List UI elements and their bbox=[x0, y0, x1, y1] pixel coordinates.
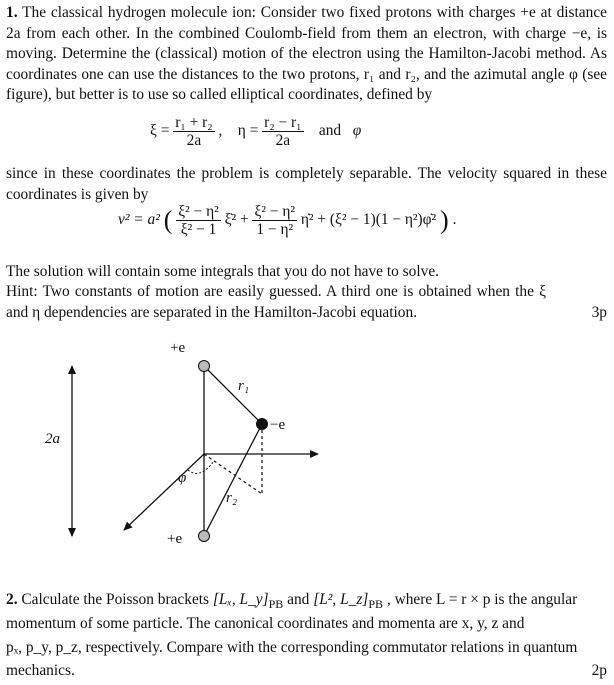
problem2-line3: pₓ, p_y, p_z, respectively. Compare with the corresponding commutator relations in quantum bbox=[6, 639, 578, 656]
eq2-f2-numerator: ξ² − η² bbox=[254, 203, 295, 220]
eq1-eta-denominator: 2a bbox=[275, 132, 291, 149]
label-electron: −e bbox=[270, 417, 286, 433]
top-proton bbox=[199, 361, 210, 372]
eq2-lhs: v² = a² bbox=[118, 211, 160, 229]
eq2-fraction-2 bbox=[252, 203, 297, 238]
label-r2: r₂ bbox=[226, 490, 238, 506]
problem2-points: 2p bbox=[591, 662, 607, 679]
eq1-and: and bbox=[318, 122, 342, 140]
eq2-f1-denominator: ξ² − 1 bbox=[180, 221, 217, 238]
eq2-period: . bbox=[452, 211, 457, 229]
equation-velocity-squared bbox=[118, 203, 456, 238]
hydrogen-ion-figure bbox=[0, 330, 614, 590]
projection-radial-dashed bbox=[204, 454, 262, 494]
eq2-f1-numerator: ξ² − η² bbox=[178, 203, 219, 220]
r2-line bbox=[204, 424, 262, 536]
problem2-line2: momentum of some particle. The canonical coordinates and momenta are x, y, z and bbox=[6, 615, 525, 632]
problem2-line1 bbox=[6, 588, 607, 616]
eq1-xi-numerator: r₁ + r₂ bbox=[175, 114, 213, 131]
eq1-xi-denominator: 2a bbox=[186, 132, 202, 149]
eq2-f2-denominator: 1 − η² bbox=[256, 221, 294, 238]
eq1-eta-fraction bbox=[262, 114, 303, 149]
eq2-close-paren: ) bbox=[440, 205, 449, 235]
eq1-eta-lhs: η = bbox=[237, 122, 259, 140]
problem1-hint: Hint: Two constants of motion are easily guessed. A third one is obtained when the ξ and η dependencies are separated in the Hamilton-Jacobi equation. bbox=[6, 283, 546, 321]
problem1-para2: since in these coordinates the problem is completely separable. The velocity squared in these coordinates is given by bbox=[6, 165, 607, 203]
eq1-xi-fraction bbox=[173, 114, 214, 149]
eq2-term2: η̇² + (ξ² − 1)(1 − η²)φ̇² bbox=[300, 211, 437, 229]
problem1-number: 1. bbox=[6, 4, 18, 21]
label-bottom-charge: +e bbox=[167, 531, 183, 547]
label-distance: 2a bbox=[45, 431, 60, 447]
problem2-and: and bbox=[287, 591, 310, 608]
bottom-proton bbox=[199, 531, 210, 542]
problem2-line4: mechanics. bbox=[6, 662, 75, 679]
eq2-term1: ξ̇² + bbox=[224, 211, 249, 229]
problem1-intro bbox=[6, 3, 607, 106]
eq1-eta-numerator: r₂ − r₁ bbox=[264, 114, 302, 131]
problem1-points: 3p bbox=[591, 304, 607, 321]
electron bbox=[256, 418, 268, 430]
poisson-bracket-1: [Lₓ, L_y] bbox=[212, 591, 269, 608]
problem2-number: 2. bbox=[6, 591, 18, 608]
problem1-para3: The solution will contain some integrals that you do not have to solve. bbox=[6, 263, 440, 280]
eq1-phi: φ bbox=[352, 122, 362, 140]
eq1-xi-lhs: ξ = bbox=[150, 122, 170, 140]
equation-elliptical-coords bbox=[150, 114, 361, 149]
problem1-para1: The classical hydrogen molecule ion: Consider two fixed protons with charges +e at distance 2a from each other. In the combined Coulomb-field from them an electron, with charge −e, is moving. Determine the (classical) motion of the electron using the Hamilton-Jacobi method. As coordinates one can use the distances to the two protons, r₁ and r₂, and the azimutal angle φ (see figure), but better is to use so called elliptical coordinates, defined by bbox=[6, 4, 607, 103]
eq1-comma: , bbox=[218, 122, 223, 140]
oblique-axis bbox=[124, 454, 204, 530]
eq2-fraction-1 bbox=[176, 203, 221, 238]
pb1-subscript: PB bbox=[268, 597, 284, 612]
problem2-text-a: Calculate the Poisson brackets bbox=[21, 591, 210, 608]
label-r1: r₁ bbox=[238, 378, 250, 394]
problem2-text-b: , where L = r × p is the angular bbox=[386, 591, 578, 608]
pb2-subscript: PB bbox=[368, 597, 384, 612]
phi-arc bbox=[188, 461, 214, 473]
label-top-charge: +e bbox=[170, 340, 186, 356]
r1-line bbox=[204, 366, 262, 424]
eq2-open-paren: ( bbox=[163, 205, 173, 235]
label-phi: φ bbox=[178, 470, 187, 486]
poisson-bracket-2: [L², L_z] bbox=[313, 591, 369, 608]
